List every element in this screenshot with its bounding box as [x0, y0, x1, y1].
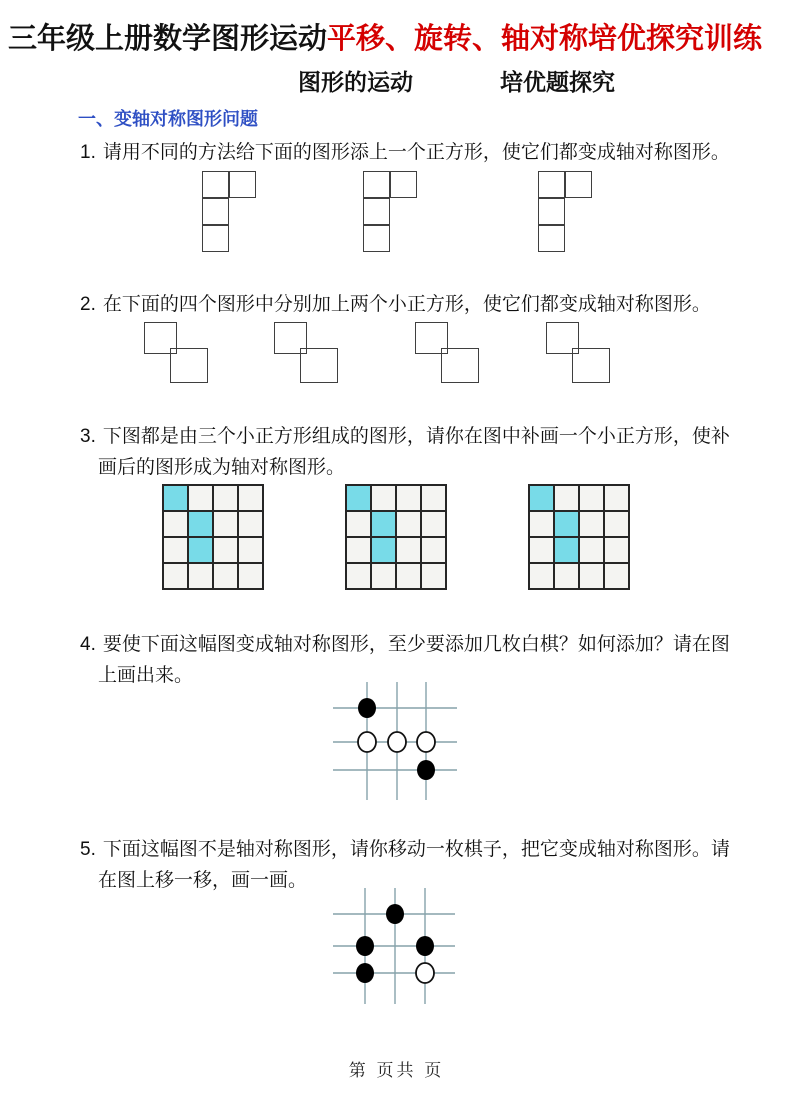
grid-cell	[188, 563, 213, 589]
unit-square	[572, 348, 610, 383]
grid-cell	[396, 485, 421, 511]
unit-square	[363, 171, 390, 198]
shaded-cell	[371, 511, 396, 537]
grid-cell	[238, 563, 263, 589]
unit-square	[202, 171, 229, 198]
grid-cell	[529, 537, 554, 563]
q4-go-board	[333, 680, 459, 804]
unit-square	[170, 348, 208, 383]
unit-square	[538, 171, 565, 198]
grid-cell	[188, 485, 213, 511]
shaded-cell	[188, 511, 213, 537]
grid-cell	[213, 485, 238, 511]
grid-cell	[604, 563, 629, 589]
q3-grid	[162, 484, 264, 590]
black-stone	[416, 936, 434, 956]
grid-cell	[579, 563, 604, 589]
grid-cell	[554, 563, 579, 589]
subtitle-right: 培优题探究	[500, 69, 615, 95]
page-footer: 第 页共 页	[348, 1061, 445, 1080]
unit-square	[300, 348, 338, 383]
question-3-line-1: 下图都是由三个小正方形组成的图形，请你在图中补画一个小正方形，使补	[102, 426, 730, 447]
grid-cell	[604, 485, 629, 511]
grid-cell	[421, 485, 446, 511]
black-stone	[358, 698, 376, 718]
unit-square	[202, 198, 229, 225]
question-4-line-2: 上画出来。	[98, 665, 194, 686]
question-4-number: 4.	[80, 634, 96, 655]
unit-square	[229, 171, 256, 198]
grid-cell	[421, 537, 446, 563]
page-title	[8, 16, 762, 57]
unit-square	[538, 198, 565, 225]
unit-square	[441, 348, 479, 383]
black-stone	[386, 904, 404, 924]
question-1-number: 1.	[80, 142, 96, 163]
grid-cell	[163, 537, 188, 563]
grid-cell	[529, 563, 554, 589]
q3-grids-row	[0, 484, 793, 594]
black-stone	[356, 963, 374, 983]
grid-cell	[396, 511, 421, 537]
question-4-line-1: 要使下面这幅图变成轴对称图形，至少要添加几枚白棋？如何添加？请在图	[102, 634, 730, 655]
shaded-cell	[163, 485, 188, 511]
question-3-line-2: 画后的图形成为轴对称图形。	[98, 457, 346, 478]
shaded-cell	[188, 537, 213, 563]
question-5-text	[80, 834, 780, 865]
white-stone	[388, 732, 406, 752]
subtitle-left: 图形的运动	[298, 69, 413, 95]
question-1	[80, 137, 780, 168]
q2-shapes-row	[0, 322, 793, 386]
question-5-line-2: 在图上移一移，画一画。	[98, 870, 308, 891]
grid-cell	[371, 485, 396, 511]
question-2-line-1: 在下面的四个图形中分别加上两个小正方形，使它们都变成轴对称图形。	[102, 294, 711, 315]
question-3	[80, 421, 780, 483]
grid-cell	[238, 511, 263, 537]
shaded-cell	[346, 485, 371, 511]
grid-cell	[421, 511, 446, 537]
title-black: 三年级上册数学图形运动	[8, 23, 328, 55]
shaded-cell	[371, 537, 396, 563]
grid-cell	[346, 537, 371, 563]
question-2-number: 2.	[80, 294, 96, 315]
question-2-text	[80, 289, 780, 320]
q3-grid	[528, 484, 630, 590]
q1-shapes-row	[0, 171, 793, 255]
white-stone	[416, 963, 434, 983]
grid-cell	[213, 563, 238, 589]
black-stone	[417, 760, 435, 780]
grid-cell	[396, 537, 421, 563]
grid-cell	[604, 511, 629, 537]
grid-cell	[238, 537, 263, 563]
shaded-cell	[554, 537, 579, 563]
white-stone	[358, 732, 376, 752]
unit-square	[390, 171, 417, 198]
question-4-text	[80, 629, 780, 660]
unit-square	[565, 171, 592, 198]
unit-square	[538, 225, 565, 252]
grid-cell	[579, 511, 604, 537]
grid-cell	[213, 537, 238, 563]
question-5-number: 5.	[80, 839, 96, 860]
question-5-line-1: 下面这幅图不是轴对称图形，请你移动一枚棋子，把它变成轴对称图形。请	[102, 839, 730, 860]
grid-cell	[371, 563, 396, 589]
grid-cell	[604, 537, 629, 563]
unit-square	[363, 198, 390, 225]
shaded-cell	[529, 485, 554, 511]
question-1-line-1: 请用不同的方法给下面的图形添上一个正方形，使它们都变成轴对称图形。	[102, 142, 730, 163]
question-2	[80, 289, 780, 320]
question-3-text	[80, 421, 780, 452]
shaded-cell	[554, 511, 579, 537]
q5-go-board	[331, 886, 457, 1008]
grid-cell	[554, 485, 579, 511]
question-1-text	[80, 137, 780, 168]
grid-cell	[346, 563, 371, 589]
question-3-number: 3.	[80, 426, 96, 447]
grid-cell	[213, 511, 238, 537]
grid-cell	[238, 485, 263, 511]
grid-cell	[163, 511, 188, 537]
white-stone	[417, 732, 435, 752]
grid-cell	[396, 563, 421, 589]
grid-cell	[163, 563, 188, 589]
unit-square	[202, 225, 229, 252]
grid-cell	[579, 485, 604, 511]
grid-cell	[579, 537, 604, 563]
grid-cell	[529, 511, 554, 537]
unit-square	[363, 225, 390, 252]
q3-grid	[345, 484, 447, 590]
grid-cell	[346, 511, 371, 537]
section-heading: 一、变轴对称图形问题	[78, 109, 258, 129]
grid-cell	[421, 563, 446, 589]
black-stone	[356, 936, 374, 956]
title-red: 平移、旋转、轴对称培优探究训练	[327, 23, 763, 55]
